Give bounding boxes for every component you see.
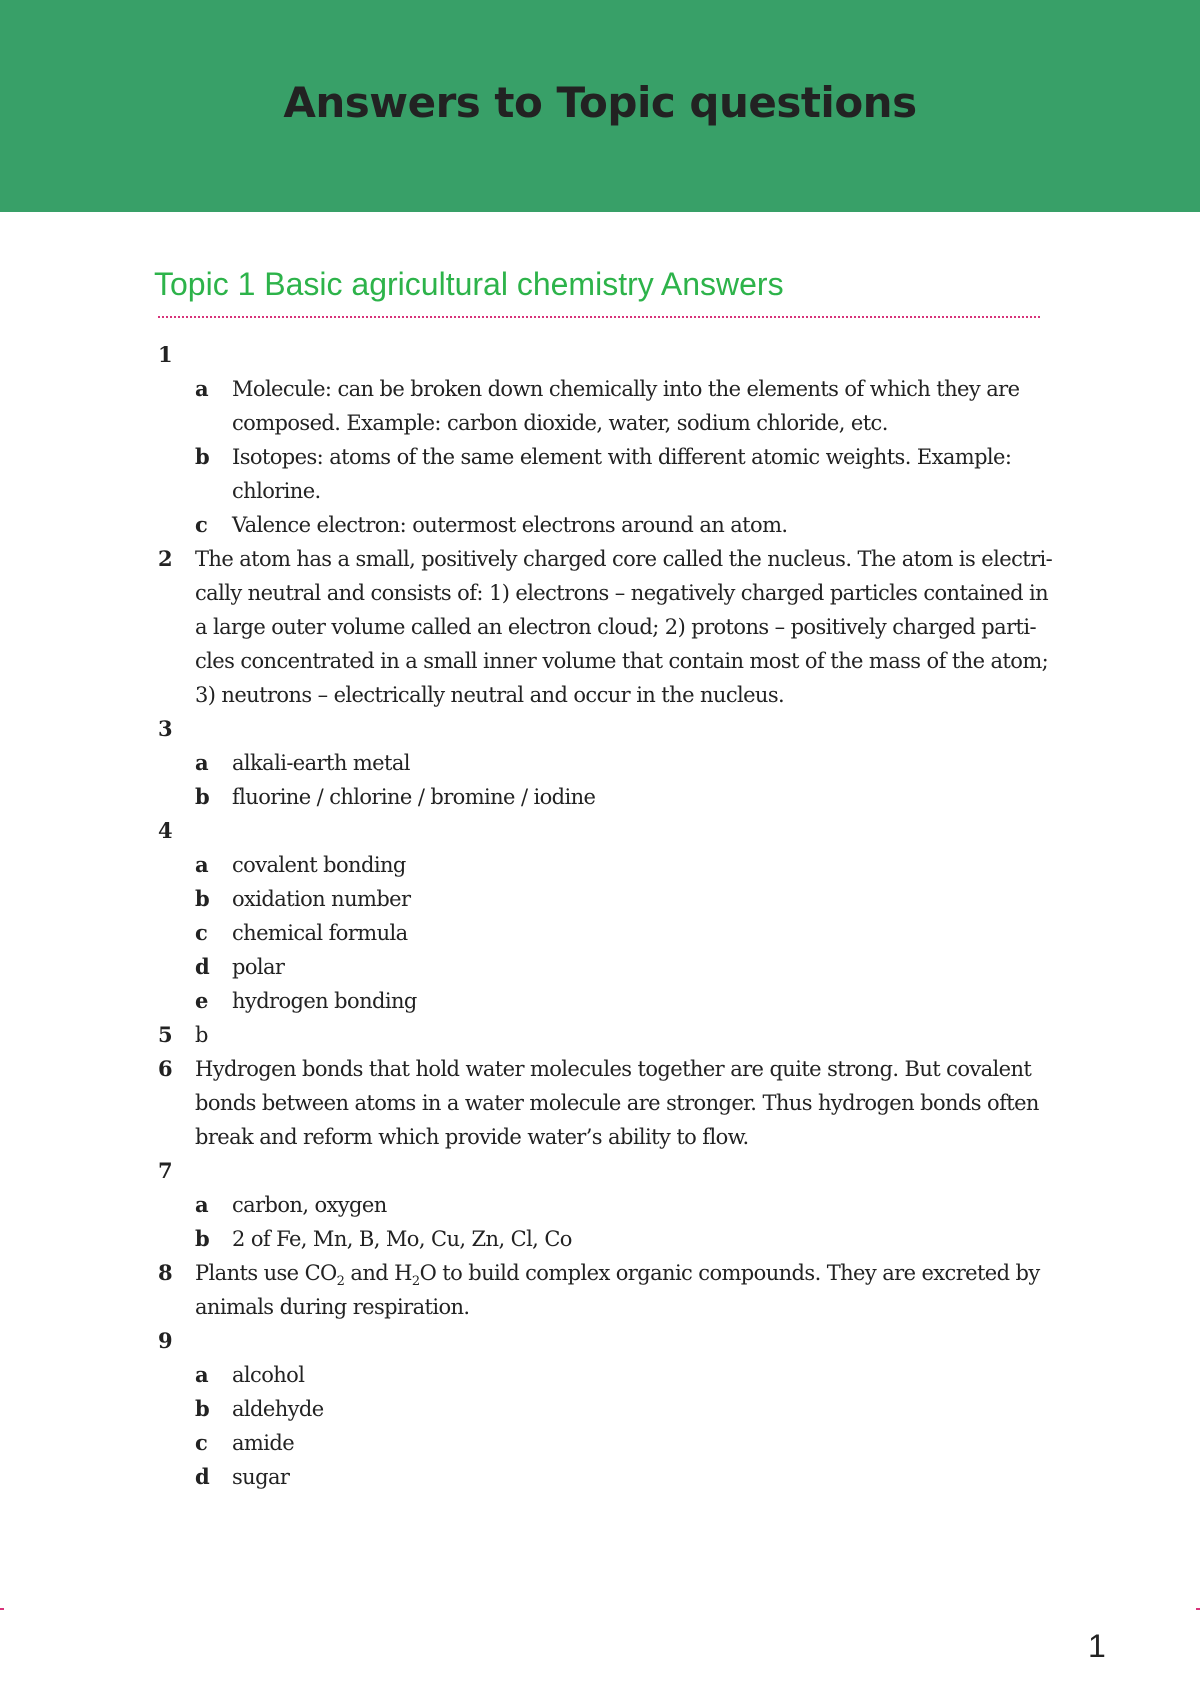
answer-text: covalent bonding — [232, 853, 406, 877]
part-label: e — [195, 988, 209, 1013]
question-number: 6 — [158, 1056, 173, 1081]
answer-text: The atom has a small, positively charged core called the nucleus. The atom is electri- — [195, 547, 1053, 571]
question-number: 1 — [158, 342, 173, 367]
question-number: 9 — [158, 1328, 173, 1353]
answer-text: sugar — [232, 1465, 290, 1489]
question-number: 4 — [158, 818, 173, 843]
answer-text: Isotopes: atoms of the same element with different atomic weights. Example: — [232, 445, 1012, 469]
answer-text: Molecule: can be broken down chemically into the elements of which they are — [232, 377, 1020, 401]
answer-text: animals during respiration. — [195, 1295, 470, 1319]
question-number: 8 — [158, 1260, 173, 1285]
part-label: d — [195, 954, 210, 979]
crop-mark — [0, 1608, 4, 1610]
answer-text — [195, 1256, 1040, 1290]
answer-text: 2 of Fe, Mn, B, Mo, Cu, Zn, Cl, Co — [232, 1227, 572, 1251]
answer-text: composed. Example: carbon dioxide, water, sodium chloride, etc. — [232, 411, 888, 435]
part-label: a — [195, 376, 209, 401]
answer-text: Hydrogen bonds that hold water molecules together are quite strong. But covalent — [195, 1057, 1032, 1081]
answer-text: chlorine. — [232, 479, 321, 503]
part-label: b — [195, 886, 210, 911]
header-banner — [0, 0, 1200, 212]
part-label: c — [195, 1430, 208, 1455]
part-label: b — [195, 784, 210, 809]
part-label: b — [195, 1226, 210, 1251]
answer-text: bonds between atoms in a water molecule are stronger. Thus hydrogen bonds often — [195, 1091, 1039, 1115]
question-number: 7 — [158, 1158, 173, 1183]
answer-text: polar — [232, 955, 285, 979]
answer-text: cally neutral and consists of: 1) electrons – negatively charged particles contained in — [195, 581, 1049, 605]
answer-text: chemical formula — [232, 921, 408, 945]
part-label: a — [195, 1362, 209, 1387]
part-label: a — [195, 750, 209, 775]
part-label: c — [195, 512, 208, 537]
page-number: 1 — [1088, 1628, 1106, 1664]
answer-text: oxidation number — [232, 887, 411, 911]
answer-text: alcohol — [232, 1363, 305, 1387]
answer-text: a large outer volume called an electron cloud; 2) protons – positively charged parti- — [195, 615, 1036, 639]
part-label: a — [195, 852, 209, 877]
text-run: O to build complex organic compounds. They are excreted by — [419, 1261, 1040, 1285]
part-label: d — [195, 1464, 210, 1489]
answer-text: b — [195, 1023, 208, 1047]
answer-text: amide — [232, 1431, 295, 1455]
answer-text: 3) neutrons – electrically neutral and occur in the nucleus. — [195, 683, 785, 707]
answer-text: fluorine / chlorine / bromine / iodine — [232, 785, 596, 809]
question-number: 2 — [158, 546, 173, 571]
answer-text: hydrogen bonding — [232, 989, 417, 1013]
answer-text: cles concentrated in a small inner volume that contain most of the mass of the atom; — [195, 649, 1049, 673]
question-number: 5 — [158, 1022, 173, 1047]
topic-heading: Topic 1 Basic agricultural chemistry Answers — [154, 266, 784, 302]
subscript: 2 — [411, 1274, 420, 1289]
question-number: 3 — [158, 716, 173, 741]
part-label: c — [195, 920, 208, 945]
part-label: a — [195, 1192, 209, 1217]
answer-text: Valence electron: outermost electrons around an atom. — [232, 513, 788, 537]
text-run: Plants use CO — [195, 1261, 337, 1285]
text-run: and H — [344, 1261, 412, 1285]
part-label: b — [195, 1396, 210, 1421]
answer-text: break and reform which provide water’s ability to flow. — [195, 1125, 749, 1149]
dotted-divider — [158, 316, 1040, 318]
answer-text: alkali-earth metal — [232, 751, 410, 775]
crop-mark — [1196, 1608, 1200, 1610]
part-label: b — [195, 444, 210, 469]
answer-text: carbon, oxygen — [232, 1193, 387, 1217]
answer-text: aldehyde — [232, 1397, 324, 1421]
subscript: 2 — [336, 1274, 345, 1289]
page-title: Answers to Topic questions — [283, 78, 917, 127]
